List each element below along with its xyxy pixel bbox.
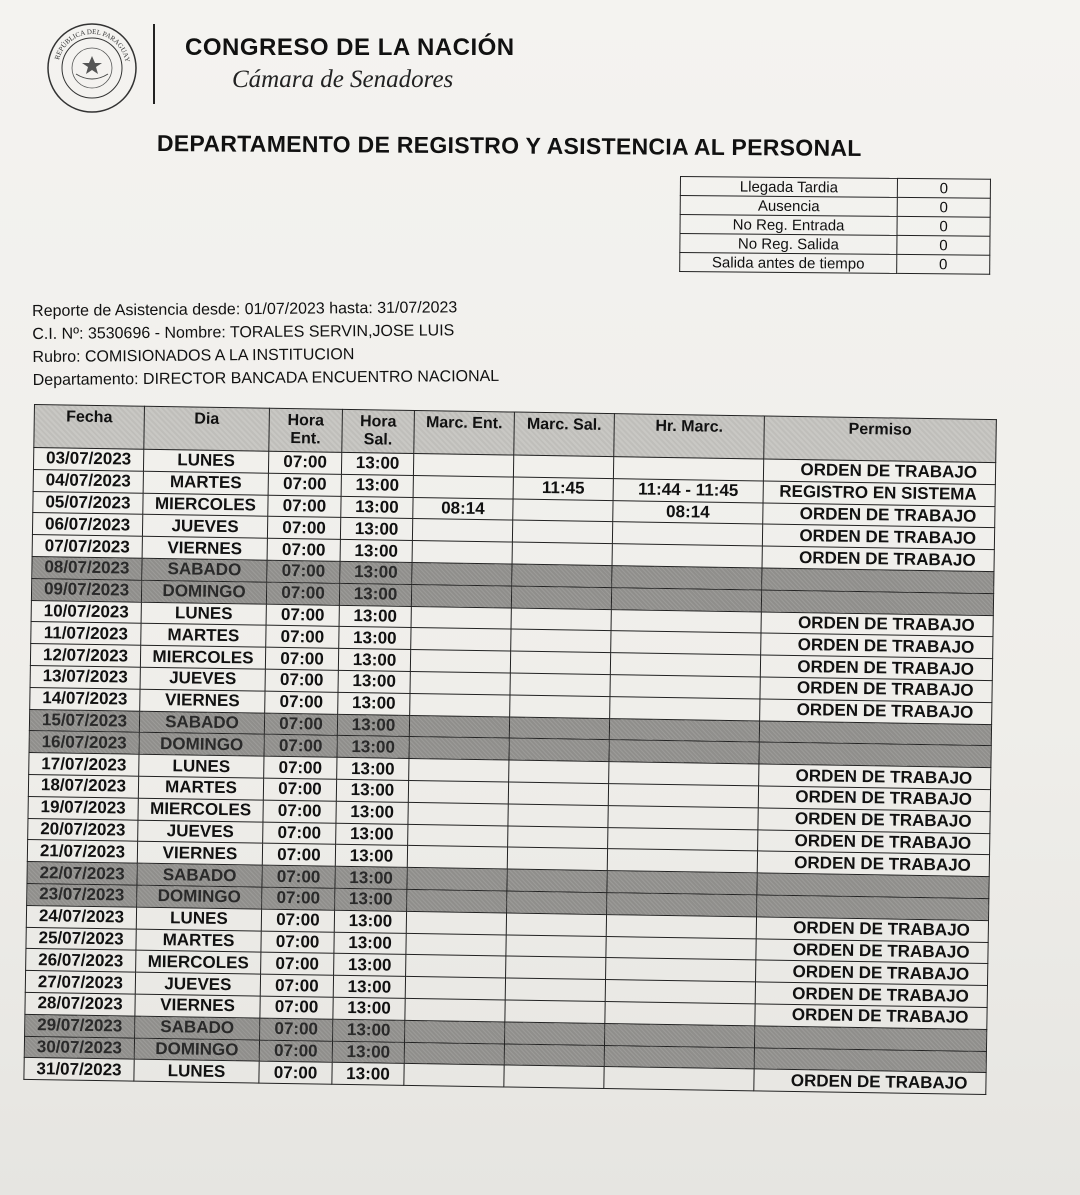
day-cell: LUNES [139,754,264,778]
mark-hours-cell: 11:44 - 11:45 [613,478,763,502]
mark-hours-cell [605,1001,755,1025]
exit-mark-cell [510,695,610,718]
mark-hours-cell [612,566,762,590]
mark-hours-cell [609,740,759,764]
mark-hours-cell [607,849,757,873]
summary-label: No Reg. Salida [680,234,897,255]
entry-time-cell: 07:00 [264,713,337,736]
day-cell: LUNES [134,1059,259,1083]
permission-cell: ORDEN DE TRABAJO [761,633,993,658]
exit-time-cell: 13:00 [334,932,406,955]
day-cell: VIERNES [135,994,260,1018]
entry-mark-cell [409,737,509,760]
permission-cell: ORDEN DE TRABAJO [756,917,988,942]
mark-hours-cell [604,1067,754,1091]
day-cell: MARTES [143,471,268,495]
entry-time-cell: 07:00 [266,626,339,649]
entry-time-cell: 07:00 [263,800,336,823]
entry-mark-cell [411,584,511,607]
day-cell: DOMINGO [139,733,264,757]
attendance-table [23,404,997,1095]
day-cell: LUNES [141,602,266,626]
mark-hours-cell [606,958,756,982]
mark-hours-cell [610,696,760,720]
report-info [32,296,499,392]
exit-time-cell: 13:00 [336,801,408,824]
entry-time-cell: 07:00 [262,887,335,910]
employee-rubro: Rubro: COMISIONADOS A LA INSTITUCION [32,346,355,366]
exit-time-cell: 13:00 [335,845,407,868]
entry-time-cell: 07:00 [260,1018,333,1041]
chamber-name: Cámara de Senadores [232,66,454,93]
exit-time-cell: 13:00 [336,823,408,846]
date-cell: 24/07/2023 [26,905,136,929]
date-cell: 08/07/2023 [32,556,142,580]
entry-time-cell: 07:00 [262,843,335,866]
entry-time-cell: 07:00 [266,582,339,605]
exit-time-cell: 13:00 [340,540,412,563]
permission-cell: ORDEN DE TRABAJO [756,938,988,963]
exit-mark-cell [506,935,606,958]
entry-mark-cell [407,846,507,869]
permission-cell: ORDEN DE TRABAJO [755,1004,987,1029]
exit-mark-cell [506,956,606,979]
column-header: Hora Sal. [342,409,415,453]
exit-time-cell: 13:00 [335,888,407,911]
exit-time-cell: 13:00 [334,910,406,933]
date-cell: 06/07/2023 [32,513,142,537]
day-cell: MIERCOLES [140,645,265,669]
exit-time-cell: 13:00 [341,474,413,497]
day-cell: JUEVES [135,972,260,996]
mark-hours-cell [612,544,762,568]
mark-hours-cell [606,914,756,938]
summary-value: 0 [897,216,990,236]
department-title: DEPARTAMENTO DE REGISTRO Y ASISTENCIA AL PERSONAL [156,130,862,161]
exit-time-cell: 13:00 [339,583,411,606]
mark-hours-cell [611,631,761,655]
exit-time-cell: 13:00 [340,518,412,541]
mark-hours-cell [608,827,758,851]
exit-mark-cell [511,608,611,631]
column-header: Fecha [34,405,145,450]
exit-mark-cell [513,455,613,478]
summary-table [679,176,991,275]
exit-mark-cell [507,891,607,914]
exit-time-cell: 13:00 [337,757,409,780]
date-cell: 30/07/2023 [24,1036,134,1060]
exit-time-cell: 13:00 [335,866,407,889]
date-cell: 11/07/2023 [31,622,141,646]
entry-mark-cell [411,606,511,629]
date-cell: 18/07/2023 [28,774,138,798]
entry-mark-cell: 08:14 [413,497,513,520]
mark-hours-cell [609,762,759,786]
national-seal-logo [46,22,138,114]
summary-label: Salida antes de tiempo [680,253,897,274]
day-cell: DOMINGO [134,1038,259,1062]
mark-hours-cell: 08:14 [613,500,763,524]
entry-mark-cell [408,824,508,847]
column-header: Hr. Marc. [614,414,765,459]
exit-mark-cell [509,760,609,783]
exit-mark-cell [508,804,608,827]
exit-time-cell: 13:00 [339,627,411,650]
day-cell: MARTES [136,929,261,953]
entry-time-cell: 07:00 [261,952,334,975]
permission-cell: ORDEN DE TRABAJO [763,503,995,528]
entry-time-cell: 07:00 [265,691,338,714]
entry-time-cell: 07:00 [264,735,337,758]
exit-time-cell: 13:00 [338,670,410,693]
date-cell: 12/07/2023 [30,644,140,668]
summary-label: No Reg. Entrada [680,215,897,236]
mark-hours-cell [610,675,760,699]
entry-mark-cell [407,889,507,912]
permission-cell: ORDEN DE TRABAJO [761,612,993,637]
day-cell: SABADO [135,1016,260,1040]
entry-time-cell: 07:00 [268,451,341,474]
exit-time-cell: 13:00 [340,561,412,584]
entry-mark-cell [410,693,510,716]
column-header: Marc. Ent. [414,410,515,455]
exit-time-cell: 13:00 [332,1041,404,1064]
permission-cell: ORDEN DE TRABAJO [756,960,988,985]
entry-mark-cell [407,868,507,891]
mark-hours-cell [605,1023,755,1047]
permission-cell: ORDEN DE TRABAJO [759,764,991,789]
exit-mark-cell [512,564,612,587]
exit-time-cell: 13:00 [339,605,411,628]
entry-mark-cell [405,1020,505,1043]
date-cell: 16/07/2023 [29,731,139,755]
exit-time-cell: 13:00 [341,496,413,519]
date-cell: 21/07/2023 [27,840,137,864]
date-cell: 17/07/2023 [29,753,139,777]
mark-hours-cell [609,718,759,742]
entry-mark-cell [405,977,505,1000]
date-cell: 07/07/2023 [32,535,142,559]
column-header: Marc. Sal. [514,412,615,457]
entry-time-cell: 07:00 [263,822,336,845]
exit-time-cell: 13:00 [334,954,406,977]
employee-department: Departamento: DIRECTOR BANCADA ENCUENTRO NACIONAL [32,367,500,389]
mark-hours-cell [613,457,763,481]
day-cell: MIERCOLES [138,798,263,822]
mark-hours-cell [604,1045,754,1069]
date-cell: 15/07/2023 [29,709,139,733]
day-cell: JUEVES [140,667,265,691]
date-cell: 04/07/2023 [33,469,143,493]
permission-cell: ORDEN DE TRABAJO [762,524,994,549]
exit-mark-cell: 11:45 [513,477,613,500]
date-cell: 20/07/2023 [28,818,138,842]
day-cell: DOMINGO [141,580,266,604]
permission-cell: ORDEN DE TRABAJO [762,546,994,571]
column-header: Hora Ent. [269,408,343,452]
entry-time-cell: 07:00 [263,778,336,801]
day-cell: SABADO [142,558,267,582]
date-cell: 13/07/2023 [30,665,140,689]
exit-mark-cell [505,1000,605,1023]
column-header: Dia [144,406,270,451]
exit-mark-cell [512,542,612,565]
exit-mark-cell [504,1043,604,1066]
date-cell: 23/07/2023 [27,883,137,907]
date-cell: 26/07/2023 [26,949,136,973]
summary-label: Llegada Tardia [680,177,897,198]
day-cell: VIERNES [140,689,265,713]
entry-mark-cell [411,628,511,651]
permission-cell: ORDEN DE TRABAJO [758,786,990,811]
day-cell: MIERCOLES [143,493,268,517]
summary-value: 0 [897,254,990,274]
report-period: Reporte de Asistencia desde: 01/07/2023 hasta: 31/07/2023 [32,299,458,320]
mark-hours-cell [606,936,756,960]
summary-value: 0 [897,197,990,217]
entry-mark-cell [413,475,513,498]
day-cell: MARTES [141,624,266,648]
exit-time-cell: 13:00 [336,779,408,802]
day-cell: LUNES [143,449,268,473]
exit-mark-cell [512,520,612,543]
entry-mark-cell [404,1064,504,1087]
entry-time-cell: 07:00 [264,756,337,779]
entry-time-cell: 07:00 [267,517,340,540]
exit-mark-cell [513,499,613,522]
permission-cell: ORDEN DE TRABAJO [757,851,989,876]
entry-mark-cell [409,759,509,782]
permission-cell: ORDEN DE TRABAJO [758,808,990,833]
exit-mark-cell [511,629,611,652]
mark-hours-cell [610,653,760,677]
date-cell: 05/07/2023 [33,491,143,515]
entry-mark-cell [406,933,506,956]
summary-label: Ausencia [680,196,897,217]
entry-time-cell: 07:00 [268,473,341,496]
entry-mark-cell [412,519,512,542]
day-cell: VIERNES [142,536,267,560]
exit-time-cell: 13:00 [337,714,409,737]
permission-cell: ORDEN DE TRABAJO [755,982,987,1007]
exit-time-cell: 13:00 [338,648,410,671]
day-cell: SABADO [139,711,264,735]
summary-row [680,253,990,275]
entry-time-cell: 07:00 [265,669,338,692]
entry-mark-cell [412,562,512,585]
entry-mark-cell [406,955,506,978]
exit-mark-cell [504,1065,604,1088]
institution-name: CONGRESO DE LA NACIÓN [185,34,515,61]
entry-mark-cell [410,650,510,673]
day-cell: LUNES [136,907,261,931]
exit-mark-cell [508,782,608,805]
permission-cell: ORDEN DE TRABAJO [754,1069,986,1094]
date-cell: 27/07/2023 [25,971,135,995]
exit-mark-cell [507,847,607,870]
permission-cell: ORDEN DE TRABAJO [760,655,992,680]
date-cell: 29/07/2023 [25,1014,135,1038]
entry-mark-cell [412,541,512,564]
employee-identity: C.I. Nº: 3530696 - Nombre: TORALES SERVIN,JOSE LUIS [32,322,455,343]
entry-time-cell: 07:00 [266,604,339,627]
exit-mark-cell [505,978,605,1001]
exit-time-cell: 13:00 [333,1019,405,1042]
mark-hours-cell [608,784,758,808]
mark-hours-cell [605,980,755,1004]
entry-mark-cell [409,715,509,738]
exit-mark-cell [509,738,609,761]
date-cell: 10/07/2023 [31,600,141,624]
mark-hours-cell [607,892,757,916]
day-cell: DOMINGO [137,885,262,909]
exit-mark-cell [510,651,610,674]
entry-mark-cell [413,453,513,476]
exit-time-cell: 13:00 [341,452,413,475]
exit-mark-cell [507,869,607,892]
entry-time-cell: 07:00 [259,1040,332,1063]
column-header: Permiso [764,416,997,463]
entry-mark-cell [406,911,506,934]
exit-time-cell: 13:00 [333,997,405,1020]
entry-time-cell: 07:00 [268,495,341,518]
entry-mark-cell [408,802,508,825]
mark-hours-cell [612,522,762,546]
day-cell: MARTES [138,776,263,800]
permission-cell: ORDEN DE TRABAJO [758,829,990,854]
entry-time-cell: 07:00 [260,974,333,997]
exit-time-cell: 13:00 [333,975,405,998]
exit-mark-cell [508,826,608,849]
date-cell: 28/07/2023 [25,992,135,1016]
day-cell: JUEVES [142,515,267,539]
date-cell: 03/07/2023 [33,448,143,472]
day-cell: JUEVES [138,820,263,844]
exit-mark-cell [506,913,606,936]
exit-mark-cell [510,673,610,696]
exit-mark-cell [505,1022,605,1045]
day-cell: MIERCOLES [136,950,261,974]
exit-time-cell: 13:00 [337,736,409,759]
date-cell: 25/07/2023 [26,927,136,951]
exit-mark-cell [509,717,609,740]
mark-hours-cell [608,805,758,829]
entry-time-cell: 07:00 [260,996,333,1019]
entry-mark-cell [408,780,508,803]
date-cell: 09/07/2023 [31,578,141,602]
entry-time-cell: 07:00 [262,865,335,888]
exit-mark-cell [511,586,611,609]
entry-time-cell: 07:00 [267,538,340,561]
date-cell: 31/07/2023 [24,1058,134,1082]
day-cell: SABADO [137,863,262,887]
mark-hours-cell [611,609,761,633]
seal-text: REPÚBLICA DEL PARAGUAY [53,27,132,63]
header-divider [153,24,155,104]
entry-mark-cell [404,1042,504,1065]
day-cell: VIERNES [137,842,262,866]
exit-time-cell: 13:00 [332,1063,404,1086]
permission-cell: REGISTRO EN SISTEMA [763,481,995,506]
permission-cell: ORDEN DE TRABAJO [760,699,992,724]
date-cell: 22/07/2023 [27,862,137,886]
entry-time-cell: 07:00 [261,909,334,932]
permission-cell: ORDEN DE TRABAJO [763,459,995,484]
exit-time-cell: 13:00 [338,692,410,715]
entry-mark-cell [405,998,505,1021]
mark-hours-cell [611,587,761,611]
date-cell: 19/07/2023 [28,796,138,820]
entry-mark-cell [410,671,510,694]
entry-time-cell: 07:00 [267,560,340,583]
summary-value: 0 [897,178,990,198]
summary-value: 0 [897,235,990,255]
mark-hours-cell [607,871,757,895]
permission-cell: ORDEN DE TRABAJO [760,677,992,702]
entry-time-cell: 07:00 [259,1061,332,1084]
entry-time-cell: 07:00 [261,931,334,954]
entry-time-cell: 07:00 [265,647,338,670]
date-cell: 14/07/2023 [30,687,140,711]
